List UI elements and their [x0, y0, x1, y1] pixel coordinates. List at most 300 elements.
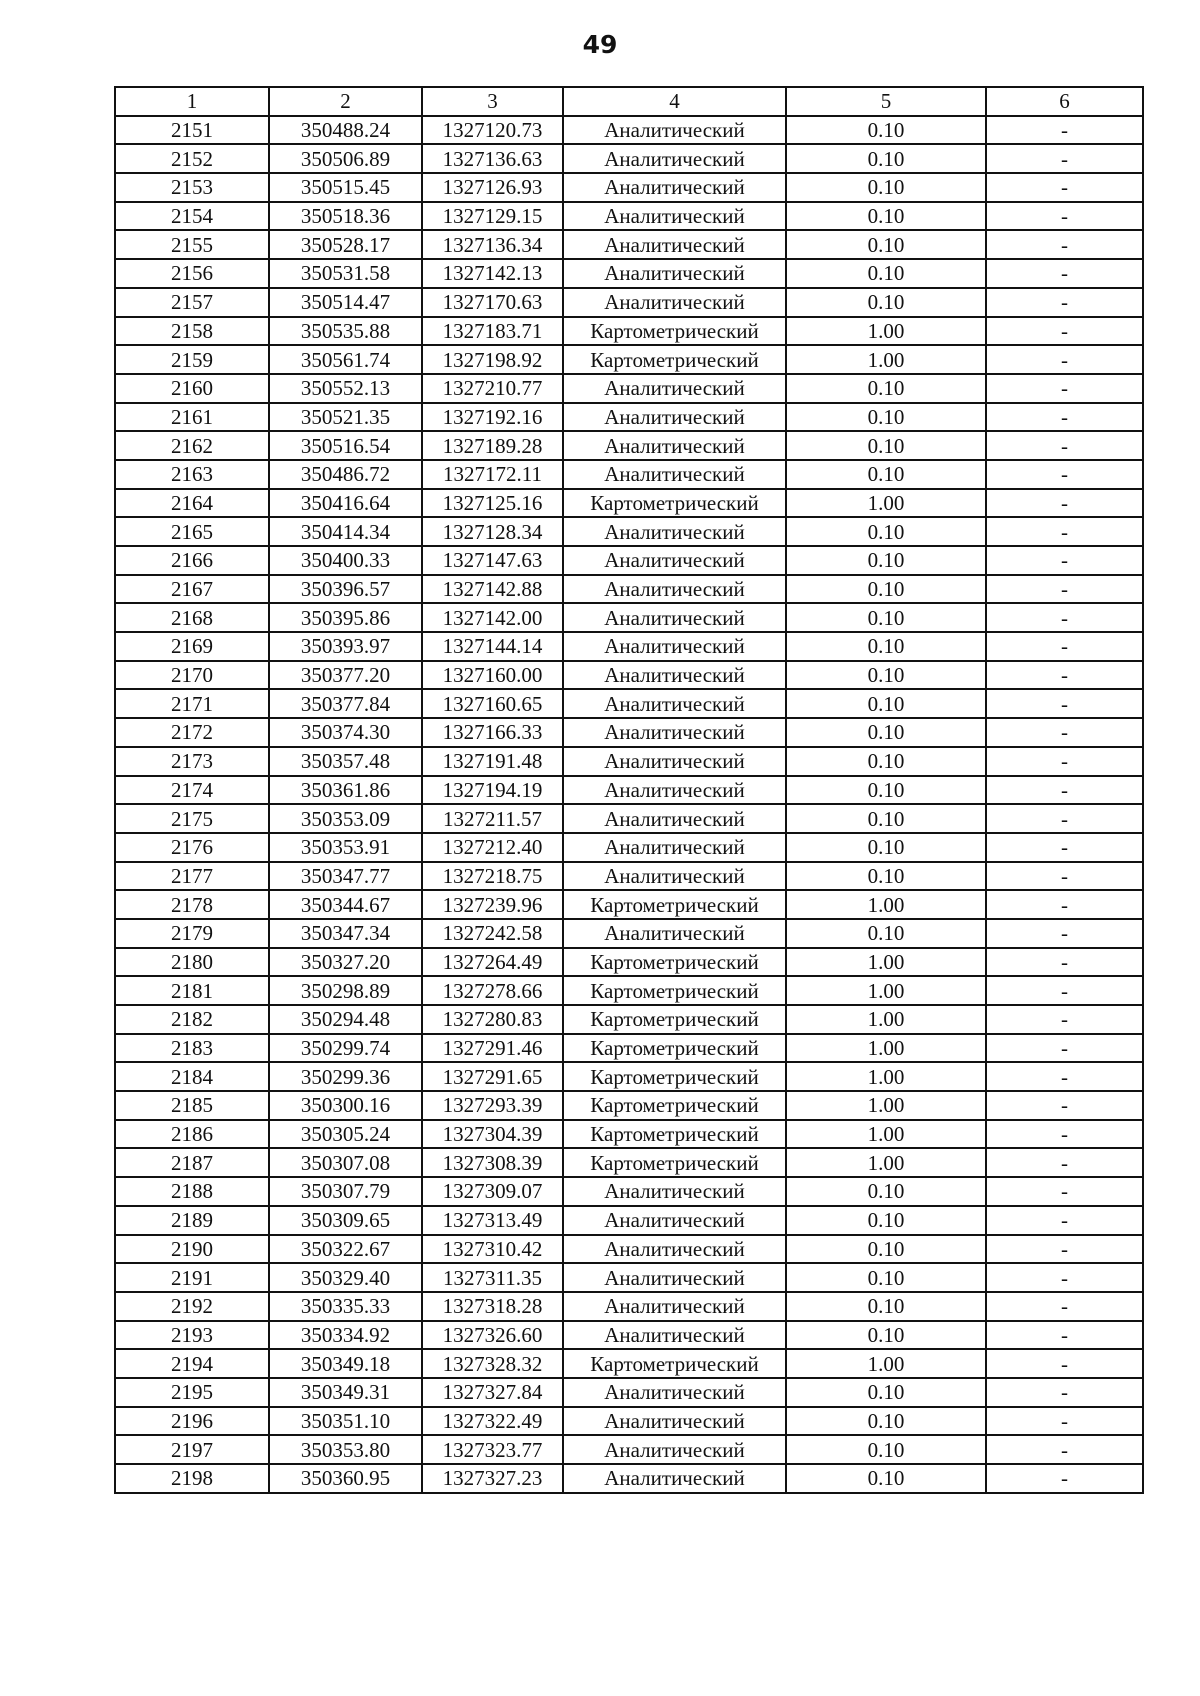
- y-coordinate-cell: 1327304.39: [422, 1120, 563, 1149]
- table-row: [115, 431, 1143, 460]
- point-number-cell: 2159: [115, 345, 269, 374]
- note-cell: -: [986, 517, 1143, 546]
- accuracy-cell: 1.00: [786, 890, 986, 919]
- y-coordinate-cell: 1327129.15: [422, 202, 563, 231]
- y-coordinate-cell: 1327318.28: [422, 1292, 563, 1321]
- note-cell: -: [986, 833, 1143, 862]
- accuracy-cell: 1.00: [786, 1148, 986, 1177]
- table-row: [115, 489, 1143, 518]
- y-coordinate-cell: 1327239.96: [422, 890, 563, 919]
- table-row: [115, 144, 1143, 173]
- x-coordinate-cell: 350377.20: [269, 661, 422, 690]
- note-cell: -: [986, 202, 1143, 231]
- y-coordinate-cell: 1327160.65: [422, 689, 563, 718]
- y-coordinate-cell: 1327189.28: [422, 431, 563, 460]
- accuracy-cell: 0.10: [786, 689, 986, 718]
- note-cell: -: [986, 862, 1143, 891]
- y-coordinate-cell: 1327147.63: [422, 546, 563, 575]
- point-number-cell: 2158: [115, 317, 269, 346]
- point-number-cell: 2184: [115, 1062, 269, 1091]
- x-coordinate-cell: 350393.97: [269, 632, 422, 661]
- method-cell: Картометрический: [563, 317, 786, 346]
- y-coordinate-cell: 1327126.93: [422, 173, 563, 202]
- note-cell: -: [986, 144, 1143, 173]
- table-row: [115, 689, 1143, 718]
- accuracy-cell: 0.10: [786, 632, 986, 661]
- method-cell: Картометрический: [563, 1091, 786, 1120]
- table-row: [115, 345, 1143, 374]
- accuracy-cell: 1.00: [786, 1062, 986, 1091]
- accuracy-cell: 0.10: [786, 1407, 986, 1436]
- point-number-cell: 2173: [115, 747, 269, 776]
- note-cell: -: [986, 1235, 1143, 1264]
- accuracy-cell: 0.10: [786, 1235, 986, 1264]
- accuracy-cell: 0.10: [786, 833, 986, 862]
- note-cell: -: [986, 747, 1143, 776]
- point-number-cell: 2161: [115, 403, 269, 432]
- table-row: [115, 890, 1143, 919]
- column-header: 4: [563, 87, 786, 116]
- note-cell: -: [986, 546, 1143, 575]
- note-cell: -: [986, 661, 1143, 690]
- point-number-cell: 2190: [115, 1235, 269, 1264]
- point-number-cell: 2160: [115, 374, 269, 403]
- x-coordinate-cell: 350353.91: [269, 833, 422, 862]
- method-cell: Аналитический: [563, 804, 786, 833]
- column-header: 3: [422, 87, 563, 116]
- method-cell: Аналитический: [563, 603, 786, 632]
- table-row: [115, 116, 1143, 145]
- x-coordinate-cell: 350334.92: [269, 1321, 422, 1350]
- accuracy-cell: 0.10: [786, 862, 986, 891]
- point-number-cell: 2165: [115, 517, 269, 546]
- table-row: [115, 460, 1143, 489]
- accuracy-cell: 0.10: [786, 661, 986, 690]
- accuracy-cell: 0.10: [786, 804, 986, 833]
- accuracy-cell: 0.10: [786, 460, 986, 489]
- accuracy-cell: 1.00: [786, 489, 986, 518]
- method-cell: Аналитический: [563, 431, 786, 460]
- table-row: [115, 202, 1143, 231]
- note-cell: -: [986, 345, 1143, 374]
- method-cell: Аналитический: [563, 288, 786, 317]
- y-coordinate-cell: 1327278.66: [422, 976, 563, 1005]
- accuracy-cell: 0.10: [786, 1177, 986, 1206]
- note-cell: -: [986, 632, 1143, 661]
- y-coordinate-cell: 1327172.11: [422, 460, 563, 489]
- x-coordinate-cell: 350309.65: [269, 1206, 422, 1235]
- x-coordinate-cell: 350344.67: [269, 890, 422, 919]
- table-row: [115, 661, 1143, 690]
- x-coordinate-cell: 350299.36: [269, 1062, 422, 1091]
- table-row: [115, 1062, 1143, 1091]
- x-coordinate-cell: 350299.74: [269, 1034, 422, 1063]
- point-number-cell: 2194: [115, 1349, 269, 1378]
- note-cell: -: [986, 718, 1143, 747]
- method-cell: Аналитический: [563, 833, 786, 862]
- x-coordinate-cell: 350349.31: [269, 1378, 422, 1407]
- method-cell: Аналитический: [563, 689, 786, 718]
- y-coordinate-cell: 1327212.40: [422, 833, 563, 862]
- method-cell: Аналитический: [563, 747, 786, 776]
- note-cell: -: [986, 948, 1143, 977]
- method-cell: Аналитический: [563, 1378, 786, 1407]
- accuracy-cell: 0.10: [786, 1321, 986, 1350]
- method-cell: Аналитический: [563, 919, 786, 948]
- point-number-cell: 2186: [115, 1120, 269, 1149]
- point-number-cell: 2179: [115, 919, 269, 948]
- y-coordinate-cell: 1327136.34: [422, 230, 563, 259]
- table-row: [115, 546, 1143, 575]
- x-coordinate-cell: 350514.47: [269, 288, 422, 317]
- accuracy-cell: 1.00: [786, 1091, 986, 1120]
- method-cell: Аналитический: [563, 173, 786, 202]
- x-coordinate-cell: 350414.34: [269, 517, 422, 546]
- method-cell: Картометрический: [563, 1034, 786, 1063]
- table-row: [115, 747, 1143, 776]
- point-number-cell: 2167: [115, 575, 269, 604]
- accuracy-cell: 0.10: [786, 1435, 986, 1464]
- table-row: [115, 1148, 1143, 1177]
- y-coordinate-cell: 1327194.19: [422, 776, 563, 805]
- accuracy-cell: 0.10: [786, 173, 986, 202]
- point-number-cell: 2170: [115, 661, 269, 690]
- column-header: 1: [115, 87, 269, 116]
- point-number-cell: 2163: [115, 460, 269, 489]
- x-coordinate-cell: 350531.58: [269, 259, 422, 288]
- table-row: [115, 1034, 1143, 1063]
- point-number-cell: 2162: [115, 431, 269, 460]
- y-coordinate-cell: 1327242.58: [422, 919, 563, 948]
- point-number-cell: 2195: [115, 1378, 269, 1407]
- method-cell: Аналитический: [563, 632, 786, 661]
- point-number-cell: 2172: [115, 718, 269, 747]
- point-number-cell: 2192: [115, 1292, 269, 1321]
- method-cell: Картометрический: [563, 1120, 786, 1149]
- x-coordinate-cell: 350360.95: [269, 1464, 422, 1493]
- point-number-cell: 2180: [115, 948, 269, 977]
- method-cell: Аналитический: [563, 1464, 786, 1493]
- table-row: [115, 1005, 1143, 1034]
- note-cell: -: [986, 603, 1143, 632]
- table-row: [115, 1120, 1143, 1149]
- accuracy-cell: 0.10: [786, 1292, 986, 1321]
- table-body: [115, 116, 1143, 1493]
- point-number-cell: 2193: [115, 1321, 269, 1350]
- x-coordinate-cell: 350335.33: [269, 1292, 422, 1321]
- table-row: [115, 1292, 1143, 1321]
- x-coordinate-cell: 350416.64: [269, 489, 422, 518]
- x-coordinate-cell: 350329.40: [269, 1263, 422, 1292]
- x-coordinate-cell: 350357.48: [269, 747, 422, 776]
- method-cell: Аналитический: [563, 1263, 786, 1292]
- note-cell: -: [986, 890, 1143, 919]
- y-coordinate-cell: 1327166.33: [422, 718, 563, 747]
- accuracy-cell: 0.10: [786, 919, 986, 948]
- method-cell: Аналитический: [563, 1435, 786, 1464]
- method-cell: Аналитический: [563, 862, 786, 891]
- accuracy-cell: 0.10: [786, 1464, 986, 1493]
- table-row: [115, 403, 1143, 432]
- point-number-cell: 2197: [115, 1435, 269, 1464]
- note-cell: -: [986, 1206, 1143, 1235]
- method-cell: Картометрический: [563, 1005, 786, 1034]
- accuracy-cell: 0.10: [786, 517, 986, 546]
- table-row: [115, 1321, 1143, 1350]
- point-number-cell: 2155: [115, 230, 269, 259]
- y-coordinate-cell: 1327160.00: [422, 661, 563, 690]
- table-header: [115, 87, 1143, 116]
- y-coordinate-cell: 1327191.48: [422, 747, 563, 776]
- table-row: [115, 575, 1143, 604]
- note-cell: -: [986, 689, 1143, 718]
- note-cell: -: [986, 173, 1143, 202]
- y-coordinate-cell: 1327326.60: [422, 1321, 563, 1350]
- method-cell: Аналитический: [563, 776, 786, 805]
- method-cell: Картометрический: [563, 890, 786, 919]
- accuracy-cell: 0.10: [786, 259, 986, 288]
- accuracy-cell: 0.10: [786, 1378, 986, 1407]
- table-row: [115, 776, 1143, 805]
- point-number-cell: 2169: [115, 632, 269, 661]
- y-coordinate-cell: 1327218.75: [422, 862, 563, 891]
- accuracy-cell: 1.00: [786, 976, 986, 1005]
- x-coordinate-cell: 350322.67: [269, 1235, 422, 1264]
- note-cell: -: [986, 1321, 1143, 1350]
- y-coordinate-cell: 1327291.65: [422, 1062, 563, 1091]
- point-number-cell: 2188: [115, 1177, 269, 1206]
- note-cell: -: [986, 259, 1143, 288]
- note-cell: -: [986, 1263, 1143, 1292]
- method-cell: Аналитический: [563, 374, 786, 403]
- note-cell: -: [986, 431, 1143, 460]
- coordinates-table: [114, 86, 1144, 1494]
- note-cell: -: [986, 919, 1143, 948]
- y-coordinate-cell: 1327125.16: [422, 489, 563, 518]
- x-coordinate-cell: 350561.74: [269, 345, 422, 374]
- note-cell: -: [986, 489, 1143, 518]
- accuracy-cell: 1.00: [786, 317, 986, 346]
- y-coordinate-cell: 1327144.14: [422, 632, 563, 661]
- note-cell: -: [986, 575, 1143, 604]
- note-cell: -: [986, 116, 1143, 145]
- accuracy-cell: 0.10: [786, 403, 986, 432]
- point-number-cell: 2178: [115, 890, 269, 919]
- point-number-cell: 2171: [115, 689, 269, 718]
- method-cell: Картометрический: [563, 948, 786, 977]
- accuracy-cell: 0.10: [786, 1206, 986, 1235]
- x-coordinate-cell: 350486.72: [269, 460, 422, 489]
- x-coordinate-cell: 350307.08: [269, 1148, 422, 1177]
- x-coordinate-cell: 350347.34: [269, 919, 422, 948]
- x-coordinate-cell: 350351.10: [269, 1407, 422, 1436]
- table-row: [115, 804, 1143, 833]
- x-coordinate-cell: 350298.89: [269, 976, 422, 1005]
- x-coordinate-cell: 350374.30: [269, 718, 422, 747]
- accuracy-cell: 1.00: [786, 1005, 986, 1034]
- note-cell: -: [986, 776, 1143, 805]
- x-coordinate-cell: 350361.86: [269, 776, 422, 805]
- y-coordinate-cell: 1327142.88: [422, 575, 563, 604]
- accuracy-cell: 0.10: [786, 374, 986, 403]
- accuracy-cell: 1.00: [786, 948, 986, 977]
- point-number-cell: 2177: [115, 862, 269, 891]
- point-number-cell: 2191: [115, 1263, 269, 1292]
- table-row: [115, 517, 1143, 546]
- y-coordinate-cell: 1327293.39: [422, 1091, 563, 1120]
- accuracy-cell: 0.10: [786, 288, 986, 317]
- method-cell: Картометрический: [563, 976, 786, 1005]
- y-coordinate-cell: 1327192.16: [422, 403, 563, 432]
- y-coordinate-cell: 1327327.84: [422, 1378, 563, 1407]
- method-cell: Аналитический: [563, 517, 786, 546]
- point-number-cell: 2181: [115, 976, 269, 1005]
- table-row: [115, 976, 1143, 1005]
- note-cell: -: [986, 1091, 1143, 1120]
- note-cell: -: [986, 1378, 1143, 1407]
- note-cell: -: [986, 1177, 1143, 1206]
- accuracy-cell: 0.10: [786, 431, 986, 460]
- note-cell: -: [986, 1005, 1143, 1034]
- point-number-cell: 2152: [115, 144, 269, 173]
- note-cell: -: [986, 1464, 1143, 1493]
- method-cell: Картометрический: [563, 1349, 786, 1378]
- accuracy-cell: 1.00: [786, 1034, 986, 1063]
- table-row: [115, 718, 1143, 747]
- accuracy-cell: 0.10: [786, 1263, 986, 1292]
- table-row: [115, 230, 1143, 259]
- accuracy-cell: 1.00: [786, 1120, 986, 1149]
- x-coordinate-cell: 350305.24: [269, 1120, 422, 1149]
- table-row: [115, 1263, 1143, 1292]
- table-row: [115, 862, 1143, 891]
- note-cell: -: [986, 1407, 1143, 1436]
- method-cell: Аналитический: [563, 1321, 786, 1350]
- accuracy-cell: 1.00: [786, 345, 986, 374]
- accuracy-cell: 0.10: [786, 747, 986, 776]
- y-coordinate-cell: 1327280.83: [422, 1005, 563, 1034]
- note-cell: -: [986, 804, 1143, 833]
- table-row: [115, 374, 1143, 403]
- table-row: [115, 173, 1143, 202]
- table-row: [115, 1091, 1143, 1120]
- x-coordinate-cell: 350521.35: [269, 403, 422, 432]
- note-cell: -: [986, 1292, 1143, 1321]
- header-row: [115, 87, 1143, 116]
- y-coordinate-cell: 1327323.77: [422, 1435, 563, 1464]
- note-cell: -: [986, 460, 1143, 489]
- x-coordinate-cell: 350353.09: [269, 804, 422, 833]
- x-coordinate-cell: 350528.17: [269, 230, 422, 259]
- x-coordinate-cell: 350396.57: [269, 575, 422, 604]
- table-row: [115, 632, 1143, 661]
- y-coordinate-cell: 1327183.71: [422, 317, 563, 346]
- x-coordinate-cell: 350353.80: [269, 1435, 422, 1464]
- y-coordinate-cell: 1327210.77: [422, 374, 563, 403]
- note-cell: -: [986, 1148, 1143, 1177]
- point-number-cell: 2196: [115, 1407, 269, 1436]
- x-coordinate-cell: 350400.33: [269, 546, 422, 575]
- accuracy-cell: 0.10: [786, 202, 986, 231]
- note-cell: -: [986, 230, 1143, 259]
- table-row: [115, 1177, 1143, 1206]
- column-header: 5: [786, 87, 986, 116]
- point-number-cell: 2154: [115, 202, 269, 231]
- point-number-cell: 2157: [115, 288, 269, 317]
- point-number-cell: 2151: [115, 116, 269, 145]
- method-cell: Аналитический: [563, 718, 786, 747]
- method-cell: Аналитический: [563, 202, 786, 231]
- x-coordinate-cell: 350349.18: [269, 1349, 422, 1378]
- page-number: 49: [582, 30, 618, 59]
- table-row: [115, 1235, 1143, 1264]
- method-cell: Аналитический: [563, 661, 786, 690]
- y-coordinate-cell: 1327309.07: [422, 1177, 563, 1206]
- y-coordinate-cell: 1327211.57: [422, 804, 563, 833]
- point-number-cell: 2164: [115, 489, 269, 518]
- table-row: [115, 603, 1143, 632]
- y-coordinate-cell: 1327128.34: [422, 517, 563, 546]
- y-coordinate-cell: 1327328.32: [422, 1349, 563, 1378]
- note-cell: -: [986, 1120, 1143, 1149]
- y-coordinate-cell: 1327308.39: [422, 1148, 563, 1177]
- method-cell: Аналитический: [563, 1235, 786, 1264]
- method-cell: Аналитический: [563, 1292, 786, 1321]
- method-cell: Аналитический: [563, 403, 786, 432]
- x-coordinate-cell: 350518.36: [269, 202, 422, 231]
- column-header: 6: [986, 87, 1143, 116]
- y-coordinate-cell: 1327136.63: [422, 144, 563, 173]
- method-cell: Аналитический: [563, 546, 786, 575]
- point-number-cell: 2183: [115, 1034, 269, 1063]
- y-coordinate-cell: 1327198.92: [422, 345, 563, 374]
- x-coordinate-cell: 350377.84: [269, 689, 422, 718]
- x-coordinate-cell: 350300.16: [269, 1091, 422, 1120]
- table-row: [115, 948, 1143, 977]
- accuracy-cell: 0.10: [786, 116, 986, 145]
- y-coordinate-cell: 1327313.49: [422, 1206, 563, 1235]
- table-row: [115, 288, 1143, 317]
- note-cell: -: [986, 1034, 1143, 1063]
- point-number-cell: 2175: [115, 804, 269, 833]
- x-coordinate-cell: 350347.77: [269, 862, 422, 891]
- point-number-cell: 2156: [115, 259, 269, 288]
- note-cell: -: [986, 288, 1143, 317]
- point-number-cell: 2153: [115, 173, 269, 202]
- method-cell: Аналитический: [563, 116, 786, 145]
- accuracy-cell: 0.10: [786, 718, 986, 747]
- y-coordinate-cell: 1327327.23: [422, 1464, 563, 1493]
- accuracy-cell: 1.00: [786, 1349, 986, 1378]
- x-coordinate-cell: 350294.48: [269, 1005, 422, 1034]
- note-cell: -: [986, 1349, 1143, 1378]
- note-cell: -: [986, 976, 1143, 1005]
- point-number-cell: 2198: [115, 1464, 269, 1493]
- method-cell: Аналитический: [563, 259, 786, 288]
- point-number-cell: 2168: [115, 603, 269, 632]
- accuracy-cell: 0.10: [786, 230, 986, 259]
- table-row: [115, 1407, 1143, 1436]
- x-coordinate-cell: 350552.13: [269, 374, 422, 403]
- method-cell: Аналитический: [563, 460, 786, 489]
- method-cell: Картометрический: [563, 345, 786, 374]
- x-coordinate-cell: 350506.89: [269, 144, 422, 173]
- y-coordinate-cell: 1327142.00: [422, 603, 563, 632]
- x-coordinate-cell: 350535.88: [269, 317, 422, 346]
- y-coordinate-cell: 1327264.49: [422, 948, 563, 977]
- table-row: [115, 1378, 1143, 1407]
- method-cell: Аналитический: [563, 1407, 786, 1436]
